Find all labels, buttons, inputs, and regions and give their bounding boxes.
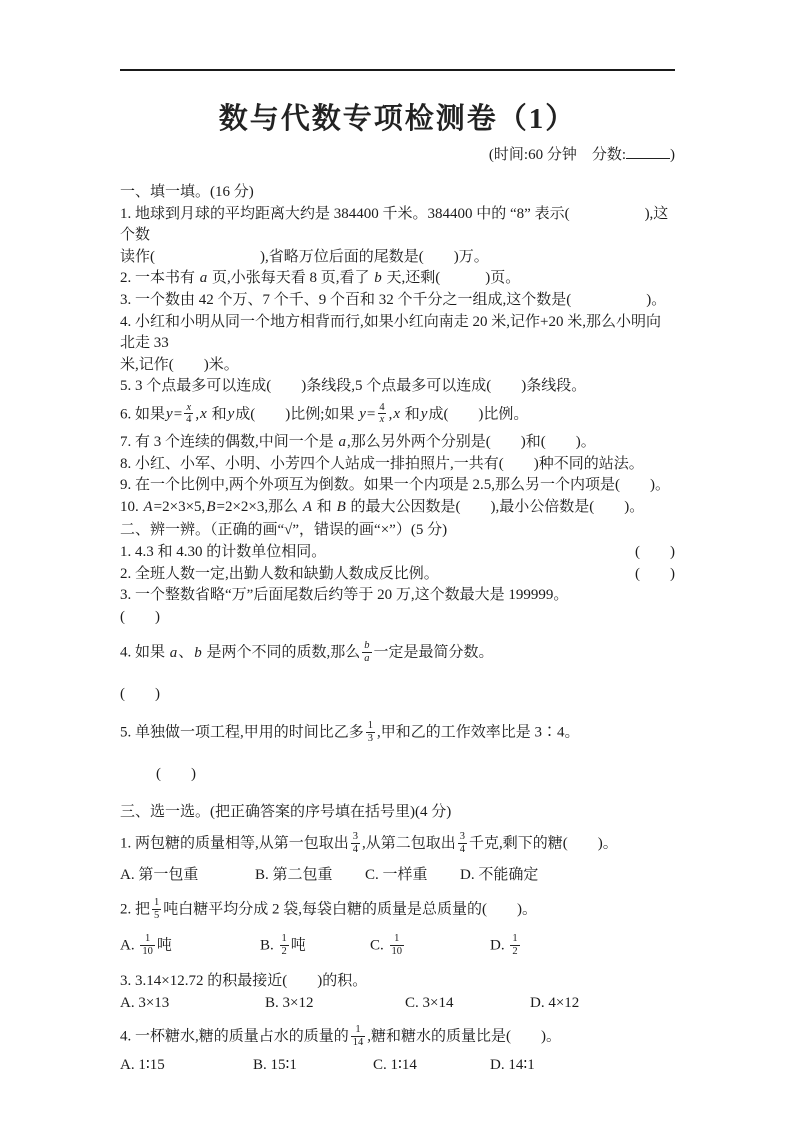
- fill-q7: 7. 有 3 个连续的偶数,中间一个是 a,那么另外两个分别是( )和( )。: [120, 434, 596, 451]
- judge-t3-answer-parens: ( ): [120, 608, 160, 625]
- choose-q4-option-b: B. 15∶1: [253, 1056, 297, 1073]
- section-fill-heading: 一、填一填。(16 分): [120, 184, 254, 200]
- judge-t5-text: 5. 单独做一项工程,甲用的时间比乙多 $\frac{1}{3}$ ,甲和乙的工作效率比是 3∶4。: [120, 720, 580, 744]
- time-score-suffix: ): [670, 147, 675, 163]
- choose-q3-option-d: D. 4×12: [530, 994, 580, 1011]
- fill-q3: 3. 一个数由 42 个万、7 个千、9 个百和 32 个千分之一组成,这个数是( )。: [120, 291, 667, 308]
- judge-t2-answer-parens: ( ): [635, 565, 675, 582]
- choose-q3-option-c: C. 3×14: [405, 994, 454, 1011]
- choose-q4-text: 4. 一杯糖水,糖的质量占水的质量的 $\frac{1}{14}$ ,糖和糖水的质量比是( )。: [120, 1024, 562, 1048]
- judge-t5-answer-parens: ( ): [156, 766, 196, 783]
- score-blank: [626, 145, 670, 159]
- judge-t1-answer-parens: ( ): [635, 544, 675, 560]
- fill-q6: 6. 如果y= $\frac{x}{4}$ ,x 和y成( )比例;如果 y= $\frac{4}{x}$ ,x 和y成( )比例。: [120, 401, 529, 426]
- choose-q1-option-a: A. 第一包重: [120, 867, 199, 884]
- choose-q3-text: 3. 3.14×12.72 的积最接近( )的积。: [120, 973, 368, 990]
- choose-q4-option-a: A. 1∶15: [120, 1056, 165, 1073]
- choose-q1-option-d: D. 不能确定: [460, 867, 539, 884]
- choose-q1-option-b: B. 第二包重: [255, 867, 333, 884]
- judge-t2: [120, 564, 675, 586]
- fill-q10: 10. A=2×3×5,B=2×2×3,那么 A 和 B 的最大公因数是( ),最小公倍数是( )。: [120, 498, 645, 515]
- judge-t2-text: 2. 全班人数一定,出勤人数和缺勤人数成反比例。: [120, 565, 439, 582]
- fill-q5: 5. 3 个点最多可以连成( )条线段,5 个点最多可以连成( )条线段。: [120, 378, 587, 395]
- fill-q1-line2: 读作( ),省略万位后面的尾数是( )万。: [120, 248, 489, 265]
- fill-q9: 9. 在一个比例中,两个外项互为倒数。如果一个内项是 2.5,那么另一个内项是( )。: [120, 477, 670, 494]
- choose-q1-option-c: C. 一样重: [365, 867, 428, 884]
- fill-q2: 2. 一本书有 a 页,小张每天看 8 页,看了 b 天,还剩( )页。: [120, 270, 521, 287]
- choose-q2-option-a: A. $\frac{1}{10}$ 吨: [120, 933, 172, 957]
- judge-t3-text: 3. 一个整数省略“万”后面尾数后约等于 20 万,这个数最大是 199999。: [120, 587, 569, 604]
- choose-q4-options: [120, 1055, 675, 1077]
- choose-q2-options: [120, 929, 675, 963]
- choose-q3-option-b: B. 3×12: [265, 994, 314, 1011]
- time-score-line: [120, 144, 675, 166]
- judge-t4-answer-parens: ( ): [120, 686, 160, 703]
- fill-q1-line1: 1. 地球到月球的平均距离大约是 384400 千米。384400 中的 “8” 表示( ),这个数: [120, 205, 669, 244]
- judge-t1-text: 1. 4.3 和 4.30 的计数单位相同。: [120, 544, 327, 560]
- judge-t1: [120, 542, 675, 564]
- choose-q2-option-c: C. $\frac{1}{10}$: [370, 933, 403, 957]
- choose-q2-text: 2. 把 $\frac{1}{5}$ 吨白糖平均分成 2 袋,每袋白糖的质量是总质量的( )。: [120, 897, 538, 921]
- choose-q4-option-d: D. 14∶1: [490, 1056, 535, 1073]
- choose-q3-option-a: A. 3×13: [120, 994, 170, 1011]
- paper-title: 数与代数专项检测卷（1）: [218, 103, 577, 135]
- fill-q4-line1: 4. 小红和小明从同一个地方相背而行,如果小红向南走 20 米,记作+20 米,那么小明向北走 33: [120, 313, 661, 352]
- choose-q2-option-d: D. $\frac{1}{2}$: [490, 933, 518, 957]
- choose-q1-text: 1. 两包糖的质量相等,从第一包取出 $\frac{3}{4}$ ,从第二包取出 $\frac{3}{4}$ 千克,剩下的糖( )。: [120, 831, 618, 855]
- choose-q4-option-c: C. 1∶14: [373, 1056, 417, 1073]
- fill-q8: 8. 小红、小军、小明、小芳四个人站成一排拍照片,一共有( )种不同的站法。: [120, 455, 644, 472]
- section-judge-heading: 二、辨一辨。（正确的画“√”，错误的画“×”）(5 分): [120, 522, 448, 539]
- paper-content: [120, 0, 675, 1076]
- choose-q3-options: [120, 993, 675, 1015]
- section-choose-heading: 三、选一选。(把正确答案的序号填在括号里)(4 分): [120, 803, 452, 820]
- choose-q2-option-b: B. $\frac{1}{2}$ 吨: [260, 933, 306, 957]
- judge-t4-text: 4. 如果 a、b 是两个不同的质数,那么 $\frac{b}{a}$ 一定是最简分数。: [120, 640, 494, 664]
- choose-q1-options: [120, 865, 675, 887]
- time-score-prefix: (时间:60 分钟 分数:: [488, 147, 626, 163]
- fill-q4-line2: 米,记作( )米。: [120, 356, 239, 373]
